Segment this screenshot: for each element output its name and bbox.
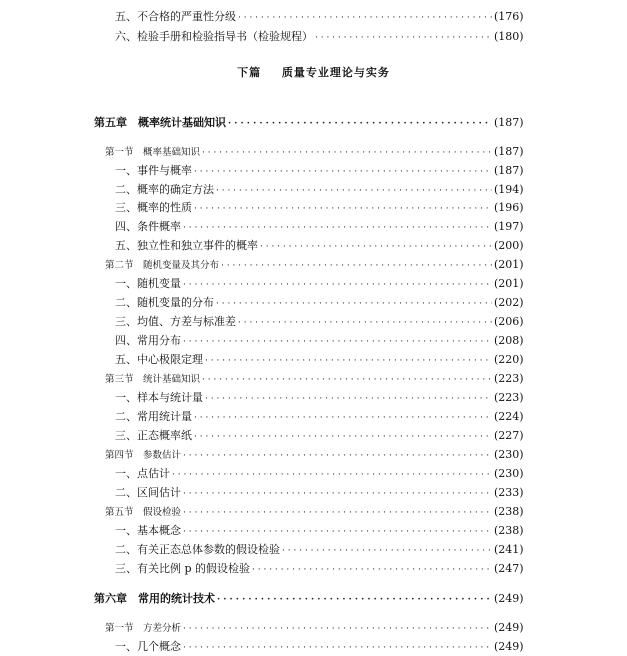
toc-entry [115,334,524,349]
dot-leader [172,468,492,482]
toc-entry-title: 一、样本与统计量 [115,391,203,404]
toc-entry-title: 四、条件概率 [115,220,181,233]
toc-entry [115,220,524,235]
toc-entry-title: 第三节 统计基础知识 [105,374,201,385]
toc-entry-title: 二、区间估计 [115,486,181,499]
toc-entry [115,543,524,558]
toc-entry-title: 五、中心极限定理 [115,353,203,366]
dot-leader [183,335,492,349]
toc-entry-page: (238) [494,524,524,537]
dot-leader [216,184,492,198]
toc-entry-title: 一、基本概念 [115,524,181,537]
toc-subchapter [105,621,524,636]
toc-entry [115,296,524,311]
toc-entry-page: (187) [494,145,524,158]
part-label: 下篇 [237,66,262,79]
toc-chapter [94,116,524,131]
toc-entry-page: (196) [494,201,524,214]
toc-entry-page: (238) [494,505,524,518]
toc-entry [115,486,524,501]
dot-leader [183,641,492,655]
toc-entry-title: 一、随机变量 [115,277,181,290]
dot-leader [202,373,492,387]
toc-entry-page: (200) [494,239,524,252]
toc-subchapter [105,505,524,520]
toc-subchapter [105,372,524,387]
dot-leader [221,259,492,273]
dot-leader [194,430,492,444]
toc-entry [115,410,524,425]
toc-entry-title: 五、不合格的严重性分级 [115,10,236,23]
dot-leader [194,202,492,216]
toc-subchapter [105,145,524,160]
dot-leader [183,506,492,520]
toc-entry-title: 三、均值、方差与标准差 [115,315,236,328]
toc-entry-page: (230) [494,448,524,461]
toc-entry-page: (202) [494,296,524,309]
dot-leader [216,297,492,311]
toc-entry-page: (197) [494,220,524,233]
toc-subchapter [105,448,524,463]
toc-entry-page: (227) [494,429,524,442]
toc-entry-page: (223) [494,391,524,404]
dot-leader [202,146,492,160]
toc-entry-title: 二、随机变量的分布 [115,296,214,309]
dot-leader [252,563,492,577]
toc-entry-title: 二、常用统计量 [115,410,192,423]
dot-leader [183,221,492,235]
toc-entry-page: (176) [494,10,524,23]
toc-entry [115,467,524,482]
toc-entry-page: (201) [494,277,524,290]
dot-leader [183,525,492,539]
dot-leader [183,487,492,501]
toc-entry-title: 六、检验手册和检验指导书（检验规程） [115,30,313,43]
toc-entry [115,239,524,254]
toc-entry-page: (187) [494,116,524,129]
toc-entry [115,164,524,179]
toc-entry-page: (201) [494,258,524,271]
toc-entry [115,524,524,539]
toc-entry-page: (247) [494,562,524,575]
dot-leader [260,240,492,254]
toc-entry-title: 三、有关比例 p 的假设检验 [115,562,251,575]
toc-entry [115,353,524,368]
toc-entry-page: (249) [494,640,524,653]
toc-entry [115,30,524,45]
toc-entry-page: (206) [494,315,524,328]
toc-entry [115,640,524,655]
dot-leader [282,544,492,558]
toc-entry-page: (187) [494,164,524,177]
toc-entry-title: 二、有关正态总体参数的假设检验 [115,543,280,556]
toc-entry-title: 三、正态概率纸 [115,429,192,442]
toc-entry-page: (194) [494,183,524,196]
dot-leader [183,622,492,636]
toc-entry-title: 第四节 参数估计 [105,450,182,461]
toc-entry [115,183,524,198]
toc-subchapter [105,258,524,273]
dot-leader [228,117,492,131]
toc-entry-title: 第一节 方差分析 [105,623,182,634]
dot-leader [205,392,492,406]
toc-entry-title: 第六章 常用的统计技术 [94,592,215,605]
toc-entry-title: 四、常用分布 [115,334,181,347]
dot-leader [183,278,492,292]
dot-leader [205,354,492,368]
toc-entry-page: (241) [494,543,524,556]
dot-leader [194,411,492,425]
dot-leader [238,316,492,330]
dot-leader [238,11,492,25]
toc-entry-title: 第二节 随机变量及其分布 [105,260,220,271]
toc-entry-title: 一、点估计 [115,467,170,480]
toc-entry [115,429,524,444]
toc-entry [115,562,524,577]
toc-entry-page: (249) [494,592,524,605]
toc-entry-title: 三、概率的性质 [115,201,192,214]
toc-entry-title: 二、概率的确定方法 [115,183,214,196]
toc-entry [115,391,524,406]
toc-entry-page: (223) [494,372,524,385]
toc-entry [115,277,524,292]
toc-entry-title: 第五节 假设检验 [105,507,182,518]
toc-entry-page: (233) [494,486,524,499]
toc-entry-page: (180) [494,30,524,43]
toc-entry-title: 第五章 概率统计基础知识 [94,116,226,129]
toc-entry-page: (249) [494,621,524,634]
dot-leader [217,593,492,607]
toc-entry-page: (230) [494,467,524,480]
toc-entry-page: (208) [494,334,524,347]
toc-entry [115,10,524,25]
toc-entry-title: 五、独立性和独立事件的概率 [115,239,258,252]
part-title-text: 质量专业理论与实务 [281,66,390,79]
toc-entry-title: 一、事件与概率 [115,164,192,177]
dot-leader [194,165,492,179]
toc-entry-title: 第一节 概率基础知识 [105,147,201,158]
part-heading [0,64,627,80]
dot-leader [315,31,492,45]
toc-entry [115,201,524,216]
toc-entry-page: (220) [494,353,524,366]
toc-entry-page: (224) [494,410,524,423]
toc-entry [115,315,524,330]
toc-entry-title: 一、几个概念 [115,640,181,653]
dot-leader [183,449,492,463]
toc-chapter [94,592,524,607]
